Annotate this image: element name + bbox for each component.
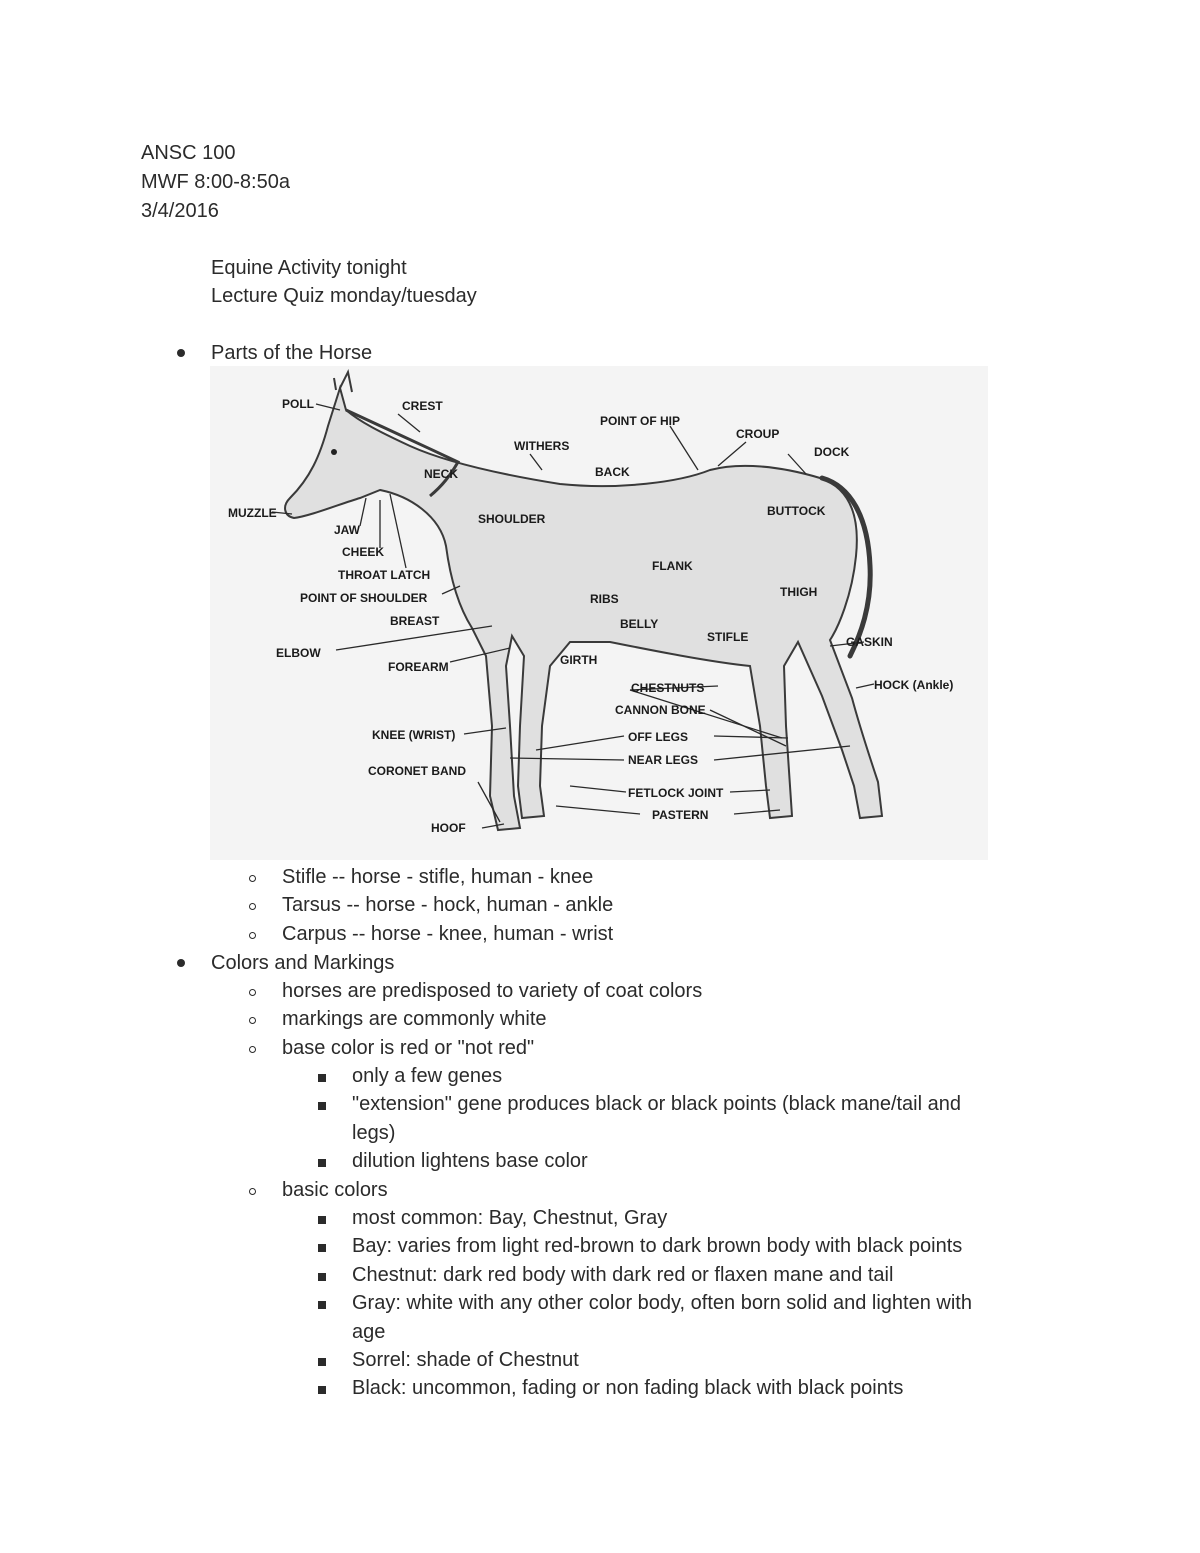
list-item: markings are commonly white [282, 1008, 547, 1030]
list-item: horses are predisposed to variety of coat colors [282, 980, 703, 1002]
sub-list-item: Bay: varies from light red-brown to dark brown body with black points [352, 1235, 963, 1257]
label-forearm: FOREARM [388, 660, 449, 674]
label-fetlock-joint: FETLOCK JOINT [628, 786, 724, 800]
list-item: Carpus -- horse - knee, human - wrist [282, 923, 614, 945]
bullet-square-icon [318, 1102, 326, 1110]
label-hock: HOCK (Ankle) [874, 678, 954, 692]
sub-list-item: Sorrel: shade of Chestnut [352, 1349, 579, 1371]
bullet-square-icon [318, 1159, 326, 1167]
note-line-2: Lecture Quiz monday/tuesday [211, 285, 477, 307]
bullet-square-icon [318, 1074, 326, 1082]
label-knee: KNEE (WRIST) [372, 728, 456, 742]
label-muzzle: MUZZLE [228, 506, 277, 520]
label-poll: POLL [282, 397, 314, 411]
label-thigh: THIGH [780, 585, 818, 599]
section-title: Parts of the Horse [211, 342, 373, 364]
label-cheek: CHEEK [342, 545, 385, 559]
sub-list-item: Gray: white with any other color body, often born solid and lighten with [352, 1292, 972, 1314]
note-line-1: Equine Activity tonight [211, 257, 407, 279]
label-crest: CREST [402, 399, 443, 413]
list-item: base color is red or "not red" [282, 1037, 535, 1059]
label-point-of-shoulder: POINT OF SHOULDER [300, 591, 428, 605]
bullet-square-icon [318, 1386, 326, 1394]
label-hoof: HOOF [431, 821, 466, 835]
label-back: BACK [595, 465, 630, 479]
horse-anatomy-diagram [210, 366, 988, 860]
label-flank: FLANK [652, 559, 693, 573]
label-point-of-hip: POINT OF HIP [600, 414, 681, 428]
bullet-square-icon [318, 1244, 326, 1252]
bullet-square-icon [318, 1358, 326, 1366]
class-date: 3/4/2016 [141, 200, 219, 222]
label-off-legs: OFF LEGS [628, 730, 688, 744]
label-withers: WITHERS [514, 439, 570, 453]
sub-list-item-continuation: legs) [352, 1122, 396, 1144]
bullet-circle-icon [249, 1046, 256, 1053]
label-neck: NECK [424, 467, 459, 481]
bullet-square-icon [318, 1216, 326, 1224]
sub-list-item: Black: uncommon, fading or non fading black with black points [352, 1377, 904, 1399]
list-item: basic colors [282, 1179, 388, 1201]
label-cannon-bone: CANNON BONE [615, 703, 706, 717]
bullet-disc-icon [177, 349, 185, 357]
list-item: Stifle -- horse - stifle, human - knee [282, 866, 594, 888]
section-title: Colors and Markings [211, 952, 395, 974]
label-gaskin: GASKIN [846, 635, 893, 649]
course-title: ANSC 100 [141, 142, 236, 164]
sub-list-item: most common: Bay, Chestnut, Gray [352, 1207, 668, 1229]
sub-list-item-continuation: age [352, 1321, 386, 1343]
bullet-circle-icon [249, 875, 256, 882]
label-dock: DOCK [814, 445, 850, 459]
bullet-circle-icon [249, 989, 256, 996]
bullet-circle-icon [249, 1188, 256, 1195]
sub-list-item: Chestnut: dark red body with dark red or flaxen mane and tail [352, 1264, 894, 1286]
label-belly: BELLY [620, 617, 659, 631]
label-shoulder: SHOULDER [478, 512, 546, 526]
label-jaw: JAW [334, 523, 361, 537]
label-stifle: STIFLE [707, 630, 749, 644]
bullet-square-icon [318, 1273, 326, 1281]
sub-list-item: dilution lightens base color [352, 1150, 588, 1172]
label-girth: GIRTH [560, 653, 598, 667]
label-buttock: BUTTOCK [767, 504, 826, 518]
bullet-disc-icon [177, 959, 185, 967]
label-croup: CROUP [736, 427, 780, 441]
label-throat-latch: THROAT LATCH [338, 568, 431, 582]
label-coronet-band: CORONET BAND [368, 764, 466, 778]
label-chestnuts: CHESTNUTS [631, 681, 705, 695]
list-item: Tarsus -- horse - hock, human - ankle [282, 894, 614, 916]
label-elbow: ELBOW [276, 646, 321, 660]
sub-list-item: "extension" gene produces black or black points (black mane/tail and [352, 1093, 961, 1115]
bullet-circle-icon [249, 932, 256, 939]
label-ribs: RIBS [590, 592, 619, 606]
sub-list-item: only a few genes [352, 1065, 503, 1087]
class-schedule: MWF 8:00-8:50a [141, 171, 290, 193]
label-pastern: PASTERN [652, 808, 709, 822]
label-near-legs: NEAR LEGS [628, 753, 699, 767]
horse-diagram-svg [210, 366, 988, 860]
label-breast: BREAST [390, 614, 440, 628]
bullet-circle-icon [249, 903, 256, 910]
bullet-square-icon [318, 1301, 326, 1309]
bullet-circle-icon [249, 1017, 256, 1024]
